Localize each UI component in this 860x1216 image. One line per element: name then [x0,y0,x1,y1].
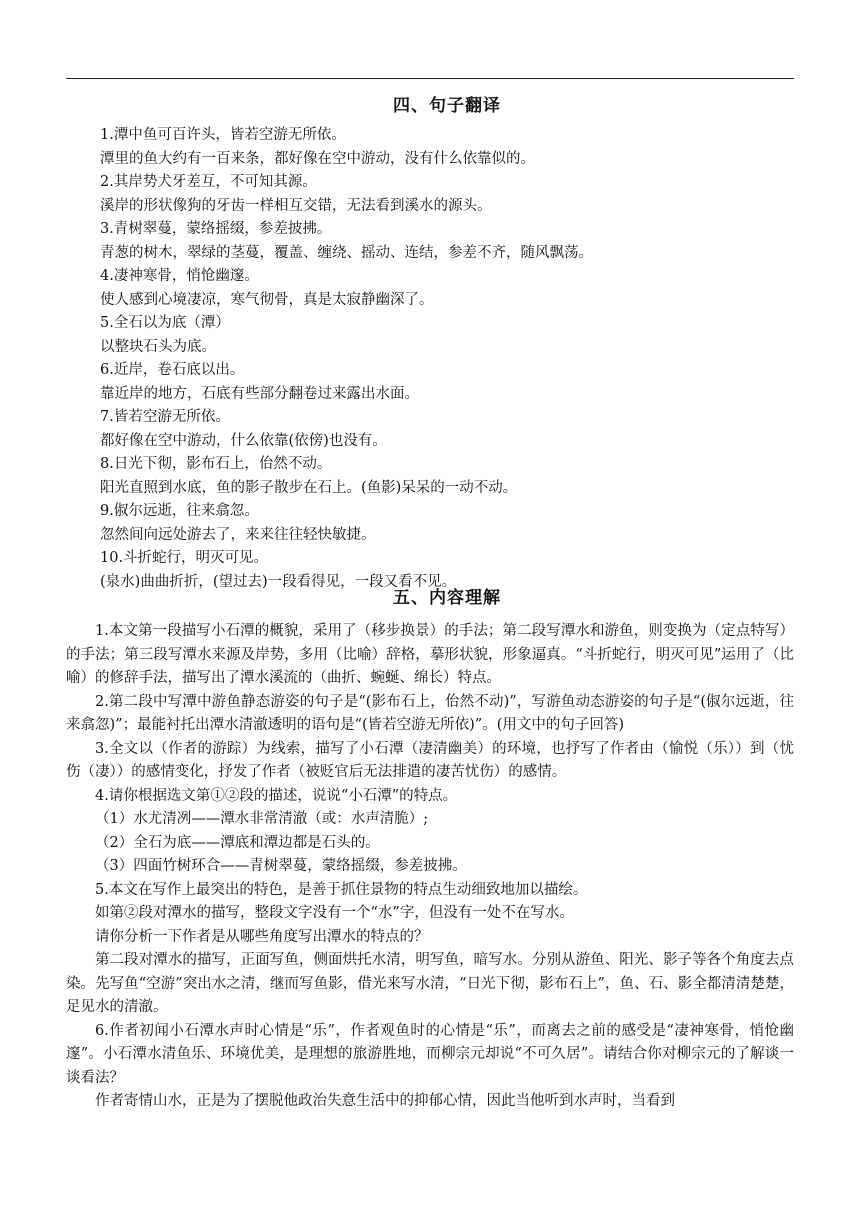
translation-line: 9.俶尔远逝，往来翕忽。 [100,503,259,519]
translation-line: 靠近岸的地方，石底有些部分翻卷过来露出水面。 [100,385,419,402]
translation-line: 6.近岸，卷石底以出。 [100,362,245,378]
translation-line: 青葱的树木，翠绿的茎蔓，覆盖、缠绕、摇动、连结，参差不齐，随风飘荡。 [100,244,593,261]
translation-line: 2.其岸势犬牙差互，不可知其源。 [100,174,317,190]
question-3: 3.全文以（作者的游踪）为线索，描写了小石潭（凄清幽美）的环境，也抒写了作者由（愉悦（乐））到（忧伤（凄））的感情变化，抒发了作者（被贬官后无法排遣的凄苦忧伤）的感情。 [66,740,794,780]
answer-4-1: （1）水尤清冽——潭水非常清澈（或：水声清脆）; [95,811,429,827]
question-4: 4.请你根据选文第①②段的描述，说说“小石潭”的特点。 [95,787,458,804]
section5-paragraphs [66,620,794,1114]
header-rule [66,78,794,79]
section-title-sentence-translation: 四、句子翻译 [393,96,501,116]
answer-5: 第二段对潭水的描写，正面写鱼，侧面烘托水清，明写鱼，暗写水。分别从游鱼、阳光、影子等各个角度去点染。先写鱼“空游”突出水之清，继而写鱼影，借光来写水清，“日光下彻，影布石上”，鱼、石、影全都清清楚楚，足见水的清澈。 [66,952,794,1015]
translation-line: 使人感到心境凄凉，寒气彻骨，真是太寂静幽深了。 [100,291,434,308]
translation-line: 3.青树翠蔓，蒙络摇缀，参差披拂。 [100,221,332,237]
question-6: 6.作者初闻小石潭水声时心情是“乐”，作者观鱼时的心情是“乐”，而离去之前的感受是“凄神寒骨，悄怆幽邃”。小石潭水清鱼乐、环境优美，是理想的旅游胜地，而柳宗元却说“不可久居”。请结合你对柳宗元的了解谈一谈看法？ [66,1022,794,1086]
section-title-content-understanding: 五、内容理解 [393,588,501,608]
translation-line: 7.皆若空游无所依。 [100,409,230,425]
translation-line: 1.潭中鱼可百许头，皆若空游无所依。 [100,127,346,143]
translation-line: 忽然间向远处游去了，来来往往轻快敏捷。 [100,526,376,543]
answer-6: 作者寄情山水，正是为了摆脱他政治失意生活中的抑郁心情，因此当他听到水声时，当看到 [95,1093,675,1109]
translation-line: 5.全石以为底（潭） [100,315,230,331]
question-5-example: 如第②段对潭水的描写，整段文字没有一个“水”字，但没有一处不在写水。 [95,905,574,921]
translation-line: 溪岸的形状像狗的牙齿一样相互交错，无法看到溪水的源头。 [100,197,492,214]
question-5: 5.本文在写作上最突出的特色，是善于抓住景物的特点生动细致地加以描绘。 [95,881,588,898]
translation-line: 8.日光下彻，影布石上，佁然不动。 [100,456,332,472]
translation-line: 10.斗折蛇行，明灭可见。 [100,550,269,566]
translation-line: 阳光直照到水底，鱼的影子散步在石上。(鱼影)呆呆的一动不动。 [100,479,518,496]
answer-4-2: （2）全石为底——潭底和潭边都是石头的。 [95,834,380,851]
question-1: 1.本文第一段描写小石潭的概貌，采用了（移步换景）的手法；第二段写潭水和游鱼，则变换为（定点特写）的手法；第三段写潭水来源及岸势，多用（比喻）辞格，摹形状貌，形象逼真。“斗折蛇行，明灭可见”运用了（比喻）的修辞手法，描写出了潭水溪流的（曲折、蜿蜒、绵长）特点。 [66,623,794,686]
translation-line: 以整块石头为底。 [100,338,216,355]
answer-4-3: （3）四面竹树环合——青树翠蔓，蒙络摇缀，参差披拂。 [95,858,467,874]
translation-line: (泉水)曲曲折折，(望过去)一段看得见，一段又看不见。 [100,573,457,590]
translation-line: 潭里的鱼大约有一百来条，都好像在空中游动，没有什么依靠似的。 [100,150,535,167]
translation-line: 4.凄神寒骨，悄怆幽邃。 [100,268,259,284]
section5-body [100,578,794,616]
question-5-prompt: 请你分析一下作者是从哪些角度写出潭水的特点的？ [95,928,429,945]
document-body [100,86,794,594]
translation-line: 都好像在空中游动，什么依靠(依傍)也没有。 [100,432,387,449]
translation-list [100,124,794,594]
question-2: 2.第二段中写潭中游鱼静态游姿的句子是“(影布石上，佁然不动)”，写游鱼动态游姿的句子是“(俶尔远逝，往来翕忽)”；最能衬托出潭水清澈透明的语句是“(皆若空游无所依)”。(用文中的句子回答) [66,693,794,733]
